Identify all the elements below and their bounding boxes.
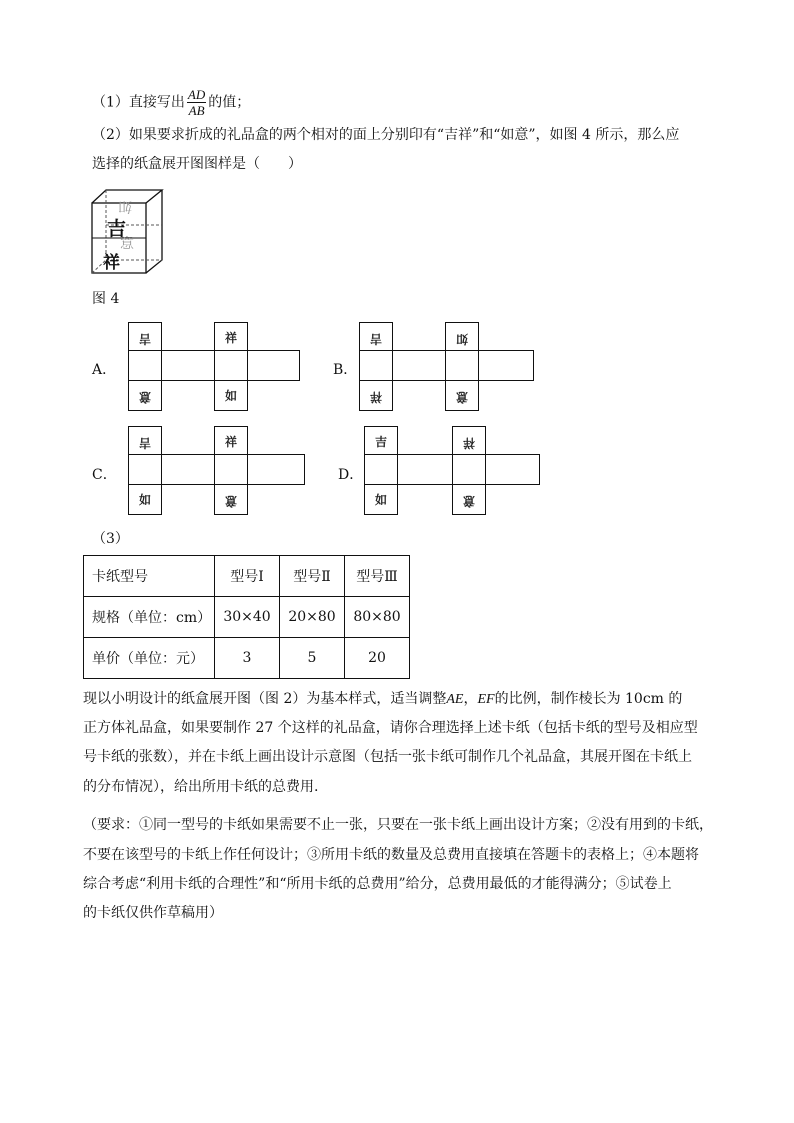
net-square: 祥	[452, 426, 486, 457]
net-square: 吉	[359, 322, 393, 353]
table-header-cell: 卡纸型号	[84, 556, 215, 597]
question-2-line2: 选择的纸盒展开图图样是（ ）	[92, 156, 302, 172]
fraction-denominator: AB	[188, 103, 205, 118]
fraction-numerator: AD	[187, 87, 206, 102]
net-square	[392, 350, 446, 381]
table-cell: 单价（单位：元）	[84, 638, 215, 679]
table-cell: 30×40	[215, 597, 280, 638]
table-cell: 80×80	[345, 597, 410, 638]
paragraph-text: 的比例，制作棱长为 10cm 的	[494, 691, 683, 707]
net-square: 意	[214, 484, 248, 515]
paragraph-line-4: 的分布情况），给出所用卡纸的总费用.	[83, 779, 319, 795]
net-square: 如	[445, 322, 479, 353]
question-3-label: （3）	[92, 531, 129, 547]
table-row	[84, 597, 410, 638]
cube-bottom-char: 祥	[103, 253, 120, 273]
net-square	[478, 350, 534, 381]
figure-4-label: 图 4	[92, 291, 120, 307]
cube-front-char: 吉	[107, 218, 127, 240]
option-b-label: B．	[333, 362, 358, 378]
table-header-cell: 型号Ⅱ	[280, 556, 345, 597]
net-square: 吉	[128, 426, 162, 457]
paragraph-text: ，	[463, 691, 478, 707]
requirements-line-1: （要求：①同一型号的卡纸如果需要不止一张，只要在一张卡纸上画出设计方案；②没有用到的卡纸，	[83, 817, 713, 833]
option-c-label: C．	[92, 467, 117, 483]
net-square: 如	[214, 380, 248, 411]
table-header-cell: 型号Ⅰ	[215, 556, 280, 597]
net-square	[247, 350, 300, 381]
requirements-line-2: 不要在该型号的卡纸上作任何设计；③所用卡纸的数量及总费用直接填在答题卡的表格上；④本题将	[83, 847, 699, 863]
paragraph-line-3: 号卡纸的张数），并在卡纸上画出设计示意图（包括一张卡纸可制作几个礼品盒，其展开图在卡纸上	[83, 749, 692, 765]
net-square	[364, 454, 398, 485]
net-square	[214, 454, 248, 485]
table-cell: 20	[345, 638, 410, 679]
q1-suffix: 的值；	[208, 94, 251, 111]
net-square: 祥	[214, 322, 248, 353]
option-a-label: A．	[92, 362, 117, 378]
net-square	[445, 350, 479, 381]
net-square	[161, 350, 215, 381]
table-cell: 5	[280, 638, 345, 679]
card-spec-table	[83, 555, 410, 679]
net-square	[161, 454, 215, 485]
table-cell: 3	[215, 638, 280, 679]
cube-side-char: 意	[120, 236, 134, 252]
net-square: 吉	[364, 426, 398, 457]
net-square: 祥	[359, 380, 393, 411]
net-square: 意	[452, 484, 486, 515]
segment-ae: AE	[446, 692, 464, 707]
table-header-row	[84, 556, 410, 597]
segment-ef: EF	[477, 692, 495, 707]
table-cell: 规格（单位：cm）	[84, 597, 215, 638]
requirements-line-3: 综合考虑“利用卡纸的合理性”和“所用卡纸的总费用”给分，总费用最低的才能得满分；⑤试卷上	[83, 876, 672, 892]
net-square	[214, 350, 248, 381]
net-square: 吉	[128, 322, 162, 353]
cube-top-char: 如	[118, 198, 132, 214]
net-square: 如	[128, 484, 162, 515]
net-square	[247, 454, 305, 485]
net-square: 意	[445, 380, 479, 411]
cube-right-face	[146, 190, 162, 273]
net-square	[397, 454, 453, 485]
table-header-cell: 型号Ⅲ	[345, 556, 410, 597]
option-d-label: D．	[338, 467, 364, 483]
net-square	[128, 454, 162, 485]
net-square	[485, 454, 540, 485]
net-square	[128, 350, 162, 381]
net-square: 祥	[214, 426, 248, 457]
table-cell: 20×80	[280, 597, 345, 638]
question-2-line1: （2）如果要求折成的礼品盒的两个相对的面上分别印有“吉祥”和“如意”，如图 4 所示，那么应	[92, 127, 680, 143]
net-square	[452, 454, 486, 485]
requirements-line-4: 的卡纸仅供作草稿用）	[83, 905, 223, 921]
q1-prefix: （1）直接写出	[92, 94, 185, 111]
net-square	[359, 350, 393, 381]
question-1	[92, 87, 250, 118]
net-square: 如	[364, 484, 398, 515]
table-row	[84, 638, 410, 679]
paragraph-line-2: 正方体礼品盒，如果要制作 27 个这样的礼品盒，请你合理选择上述卡纸（包括卡纸的型号及相应型	[83, 720, 698, 736]
fraction-ad-ab	[187, 87, 206, 118]
paragraph-text: 现以小明设计的纸盒展开图（图 2）为基本样式，适当调整	[83, 691, 447, 707]
paragraph-line-1	[83, 689, 682, 710]
net-square: 意	[128, 380, 162, 411]
